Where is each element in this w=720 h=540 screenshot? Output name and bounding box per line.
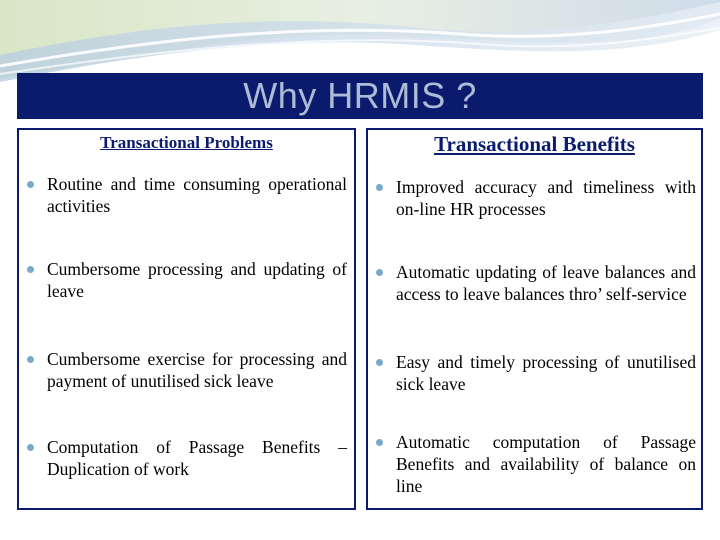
bullet-icon bbox=[376, 269, 383, 276]
bullet-icon bbox=[27, 356, 34, 363]
list-item-text: Improved accuracy and timeliness with on-line HR processes bbox=[396, 177, 696, 219]
list-item-text: Cumbersome processing and updating of leave bbox=[47, 259, 347, 301]
list-item bbox=[396, 261, 696, 305]
list-item-text: Cumbersome exercise for processing and payment of unutilised sick leave bbox=[47, 349, 347, 391]
list-item bbox=[47, 348, 347, 392]
list-item bbox=[396, 351, 696, 395]
list-item-text: Automatic updating of leave balances and access to leave balances thro’ self-service bbox=[396, 262, 696, 304]
slide-title: Why HRMIS ? bbox=[243, 75, 477, 116]
panel-heading: Transactional Benefits bbox=[434, 132, 635, 156]
bullet-icon bbox=[27, 181, 34, 188]
bullet-icon bbox=[376, 184, 383, 191]
list-item-text: Easy and timely processing of unutilised sick leave bbox=[396, 352, 696, 394]
list-item bbox=[47, 436, 347, 480]
list-item-text: Computation of Passage Benefits – Duplication of work bbox=[47, 437, 347, 479]
transactional-benefits-panel bbox=[366, 128, 703, 510]
list-item-text: Routine and time consuming operational activities bbox=[47, 174, 347, 216]
transactional-problems-panel bbox=[17, 128, 356, 510]
bullet-icon bbox=[27, 444, 34, 451]
list-item bbox=[47, 258, 347, 302]
list-item bbox=[396, 176, 696, 220]
list-item bbox=[396, 431, 696, 497]
title-bar bbox=[17, 73, 703, 119]
panel-heading: Transactional Problems bbox=[100, 133, 273, 152]
bullet-icon bbox=[376, 439, 383, 446]
bullet-icon bbox=[27, 266, 34, 273]
bullet-icon bbox=[376, 359, 383, 366]
list-item-text: Automatic computation of Passage Benefits and availability of balance on line bbox=[396, 432, 696, 496]
list-item bbox=[47, 173, 347, 217]
